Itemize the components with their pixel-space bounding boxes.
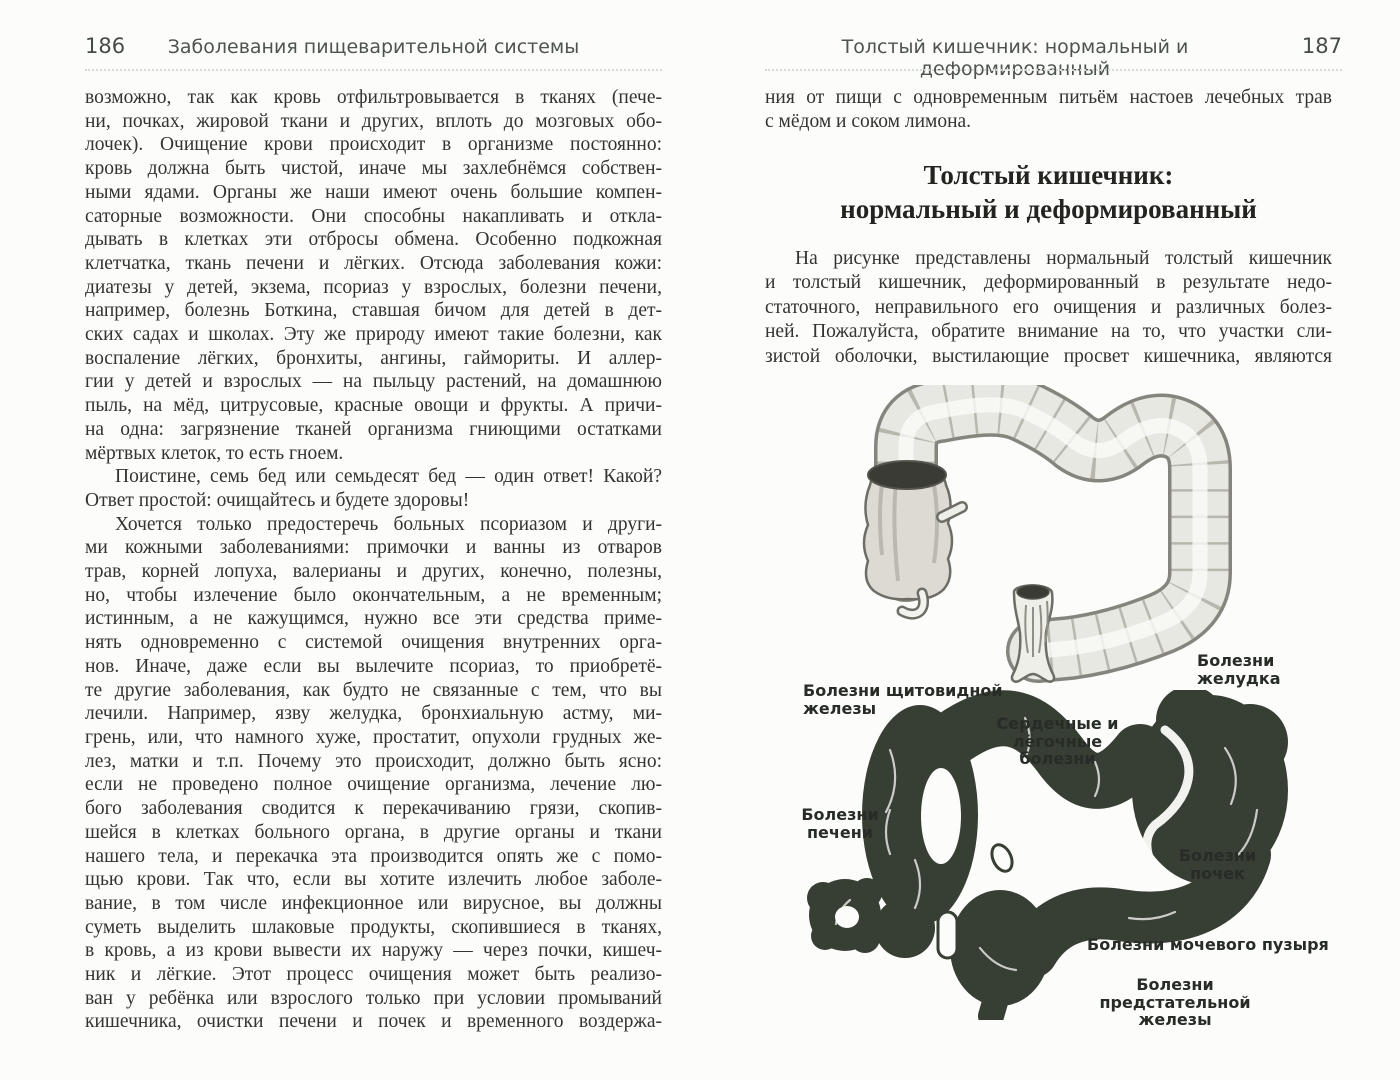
text-line: с мёдом и соком лимона.: [765, 111, 972, 133]
section-heading: [765, 158, 1332, 226]
text-line: кишечника, очистки печени и почек и временного воздержа-: [85, 1011, 662, 1033]
label-liver-diseases: Болезни печени: [801, 805, 879, 842]
left-page-number: 186: [85, 34, 126, 58]
text-line: лочек). Очищение крови происходит в организме постоянно:: [85, 134, 662, 156]
paragraph: [85, 513, 662, 1034]
text-line: Ответ простой: очищайтесь и будете здоровы!: [85, 489, 470, 511]
text-line: ни, почках, жировой ткани и других, вплоть до мозговых обо-: [85, 110, 662, 132]
text-line: ными ядами. Органы же наши имеют очень большие компен-: [85, 181, 662, 203]
section-heading-line1: Толстый кишечник:: [923, 160, 1174, 190]
text-line: бого заболевания сводится к перекачиванию грязи, скопив-: [85, 798, 662, 820]
text-line: грень, или, что намного хуже, простатит, опухоли грудных же-: [85, 726, 662, 748]
text-line: нов. Иначе, даже если вы вылечите псориаз, то приобретё-: [85, 655, 662, 677]
text-line: пыль, на мёд, цитрусовые, красные овощи и фрукты. А причи-: [85, 395, 662, 417]
text-line: лез, матки и т.п. Почему это происходит, должно быть ясно:: [85, 750, 662, 772]
paragraph: [85, 86, 662, 465]
text-line: гии у детей и взрослых — на пыльцу растений, на домашнюю: [85, 371, 662, 393]
text-line: кровь должна быть чистой, иначе мы захлебнёмся собствен-: [85, 158, 662, 180]
text-line: клетчатка, ткань печени и лёгких. Отсюда заболевания кожи:: [85, 252, 662, 274]
text-line: трав, корней лопуха, валерианы и других, конечно, полезны,: [85, 561, 662, 583]
text-line: лечили. Например, язву желудка, бронхиальную астму, ми-: [85, 703, 662, 725]
right-body-text: [765, 247, 1332, 369]
text-line: ней. Пожалуйста, обратите внимание на то, что участки сли-: [765, 321, 1332, 343]
text-line: нашего тела, и перекачка эта производится опять же с помо-: [85, 845, 662, 867]
text-line: в кровь, а из крови вывести их наружу — через почки, кишеч-: [85, 940, 662, 962]
text-line: статочного, неправильного его очищения и различных болез-: [765, 296, 1332, 318]
paragraph: [765, 86, 1332, 135]
text-line: Хочется только предостеречь больных псориазом и други-: [115, 513, 662, 535]
text-line: и толстый кишечник, деформированный в результате недо-: [765, 272, 1332, 294]
text-line: возможно, так как кровь отфильтровывается в тканях (пече-: [85, 87, 662, 108]
right-running-head: Толстый кишечник: нормальный и деформированный: [841, 36, 1189, 80]
text-line: ских садах и школах. Эту же природу имеют такие болезни, как: [85, 324, 662, 346]
label-bladder-diseases: Болезни мочевого пузыря: [1087, 935, 1329, 954]
normal-colon-illustration: [840, 385, 1310, 695]
paragraph: [765, 247, 1332, 369]
text-line: диатезы у детей, экзема, псориаз у взрослых, болезни печени,: [85, 276, 662, 298]
text-line: На рисунке представлены нормальный толстый кишечник: [795, 248, 1332, 269]
text-line: дывать в клетках эти отбросы обмена. Особенно подкожная: [85, 229, 662, 251]
paragraph: [85, 465, 662, 512]
text-line: истинным, а не кажущимся, нужно все эти средства приме-: [85, 608, 662, 630]
text-line: шейся в клетках больного органа, в другие органы и ткани: [85, 821, 662, 843]
text-line: нять одновременно с системой очищения внутренних орга-: [85, 632, 662, 654]
left-running-head: Заболевания пищеварительной системы: [167, 36, 580, 58]
text-line: саторные возможности. Они способны накапливать и откла-: [85, 205, 662, 227]
left-body-text: [85, 86, 662, 1034]
text-line: щью крови. Так что, если вы хотите излечить любое заболе-: [85, 869, 662, 891]
text-line: ми кожными заболеваниями: примочки и ванны из отваров: [85, 537, 662, 559]
label-prostate-diseases: Болезни предстательной железы: [1099, 975, 1251, 1029]
text-line: суметь выделить шлаковые продукты, скопившиеся в тканях,: [85, 916, 662, 938]
section-heading-line2: нормальный и деформированный: [840, 194, 1257, 224]
text-line: те другие заболевания, как будто не связанные с тем, что вы: [85, 679, 662, 701]
text-line: зистой оболочки, выстилающие просвет кишечника, являются: [765, 345, 1332, 367]
label-stomach-diseases: Болезни желудка: [1197, 651, 1281, 688]
label-thyroid-diseases: Болезни щитовидной железы: [803, 681, 1003, 718]
right-head-rule: [765, 69, 1342, 71]
left-head-rule: [85, 69, 662, 71]
text-line: воспаление лёгких, бронхиты, ангины, гаймориты. И аллер-: [85, 347, 662, 369]
text-line: на одна: загрязнение тканей организма гниющими остатками: [85, 418, 662, 440]
text-line: например, болезнь Боткина, ставшая бичом для детей в дет-: [85, 300, 662, 322]
text-line: вание, в том числе инфекционное или вирусное, вы должны: [85, 892, 662, 914]
label-kidney-diseases: Болезни почек: [1178, 846, 1257, 883]
text-line: ван у ребёнка или взрослого только при условии промываний: [85, 987, 662, 1009]
text-line: Поистине, семь бед или семьдесят бед — один ответ! Какой?: [115, 466, 662, 488]
text-line: но, чтобы излечение было окончательным, а не временным;: [85, 584, 662, 606]
label-heart-lung-diseases: Сердечные и лёгочные болезни: [996, 714, 1119, 768]
cecum: [864, 461, 962, 614]
text-line: если не проведено полное очищение организма, лечение лю-: [85, 774, 662, 796]
right-intro-text: [765, 86, 1332, 135]
right-page-number: 187: [1301, 34, 1342, 58]
text-line: мёртвых клеток, то есть гноем.: [85, 442, 344, 464]
text-line: ния от пищи с одновременным питьём настоев лечебных трав: [765, 87, 1332, 108]
text-line: ник и лёгкие. Этот процесс очищения может быть реализо-: [85, 964, 662, 986]
